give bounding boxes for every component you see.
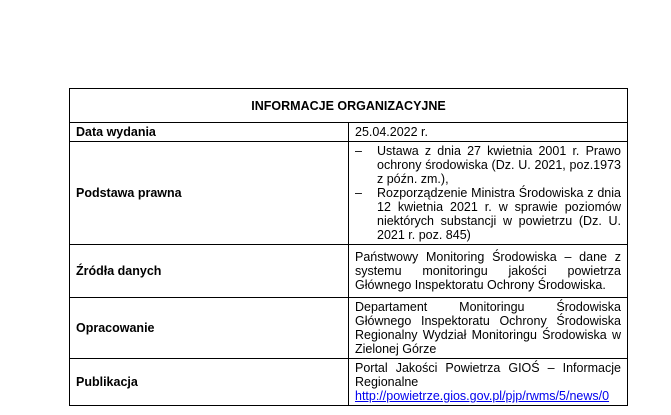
publication-value xyxy=(349,359,628,406)
legal-basis-item-text: Ustawa z dnia 27 kwietnia 2001 r. Prawo ochrony środowiska (Dz. U. 2021, poz.1973 z późn. zm.), xyxy=(377,144,621,186)
legal-basis-value xyxy=(349,142,628,245)
prepared-by-label: Opracowanie xyxy=(70,298,349,359)
dash-bullet: – xyxy=(355,186,362,200)
table-title-row xyxy=(70,89,628,123)
legal-basis-item xyxy=(355,144,621,186)
publication-link[interactable]: http://powietrze.gios.gov.pl/pjp/rwms/5/news/0 xyxy=(355,389,610,403)
legal-basis-item xyxy=(355,186,621,242)
table-title: INFORMACJE ORGANIZACYJNE xyxy=(70,89,628,123)
legal-basis-item-text: Rozporządzenie Ministra Środowiska z dnia 12 kwietnia 2021 r. w sprawie poziomów niektórych substancji w powietrzu (Dz. U. 2021 r. poz. 845) xyxy=(377,186,621,242)
table-row-publication xyxy=(70,359,628,406)
table-row-data-sources xyxy=(70,245,628,298)
dash-bullet: – xyxy=(355,144,362,158)
data-sources-value: Państwowy Monitoring Środowiska – dane z systemu monitoringu jakości powietrza Głównego Inspektoratu Ochrony Środowiska. xyxy=(349,245,628,298)
table-row-legal-basis xyxy=(70,142,628,245)
table-row-prepared-by xyxy=(70,298,628,359)
data-sources-label: Źródła danych xyxy=(70,245,349,298)
organizational-info-table xyxy=(69,88,628,406)
publication-text: Portal Jakości Powietrza GIOŚ – Informacje Regionalne xyxy=(355,361,621,389)
legal-basis-label: Podstawa prawna xyxy=(70,142,349,245)
publication-label: Publikacja xyxy=(70,359,349,406)
issue-date-value: 25.04.2022 r. xyxy=(349,123,628,142)
prepared-by-value: Departament Monitoringu Środowiska Głównego Inspektoratu Ochrony Środowiska Regionalny Wydział Monitoringu Środowiska w Zielonej Górze xyxy=(349,298,628,359)
issue-date-label: Data wydania xyxy=(70,123,349,142)
legal-basis-list xyxy=(355,144,621,242)
table-row-issue-date xyxy=(70,123,628,142)
